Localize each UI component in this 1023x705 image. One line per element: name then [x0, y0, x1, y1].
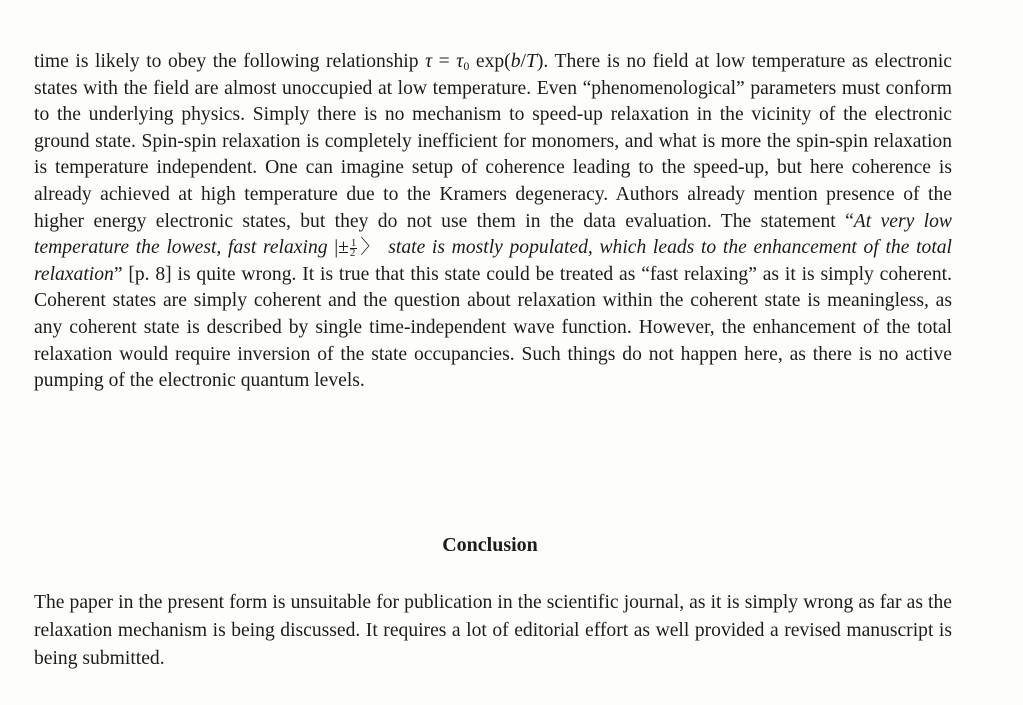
ket-symbol: |± $\frac{1}{2}$ 〉	[334, 237, 382, 260]
relaxation-equation: $\tau = \tau_0$ exp(b/T)	[425, 51, 544, 73]
body-text-1: time is likely to obey the following relationship	[34, 51, 426, 72]
body-text-3: ” [p. 8] is quite wrong. It is true that this state could be treated as “fast relaxing” as it is simply coherent. Coherent states are simply coherent and the question about relaxation within the coherent state is meaningless, as any coherent state is described by single time-independent wave function. However, the enhancement of the total relaxation would require inversion of the state occupancies. Such things do not happen here, as there is no active pumping of the electronic quantum levels.	[34, 263, 952, 392]
body-text-2: . There is no field at low temperature as electronic states with the field are almost unoccupied at low temperature. Even “phenomenological” parameters must conform to the underlying physics. Simply there is no mechanism to speed-up relaxation in the vicinity of the electronic ground state. Spin-spin relaxation is completely inefficient for monomers, and what is more the spin-spin relaxation is temperature independent. One can imagine setup of coherence leading to the speed-up, but here coherence is already achieved at high temperature due to the Kramers degeneracy. Authors already mention presence of the higher energy electronic states, but they do not use them in the data evaluation. The statement “	[34, 51, 952, 232]
quoted-statement: At very low temperature the lowest, fast relaxing |± $\frac{1}{2}$ 〉 state is mostly populated, which leads to the enhancement of the total relaxation	[34, 210, 952, 285]
body-paragraph	[34, 49, 952, 395]
conclusion-paragraph: The paper in the present form is unsuitable for publication in the scientific journal, as it is simply wrong as far as the relaxation mechanism is being discussed. It requires a lot of editorial effort as well provided a revised manuscript is being submitted.	[34, 592, 952, 669]
half-fraction: $\frac{1}{2}$	[349, 237, 357, 260]
conclusion-heading: Conclusion	[442, 534, 538, 556]
